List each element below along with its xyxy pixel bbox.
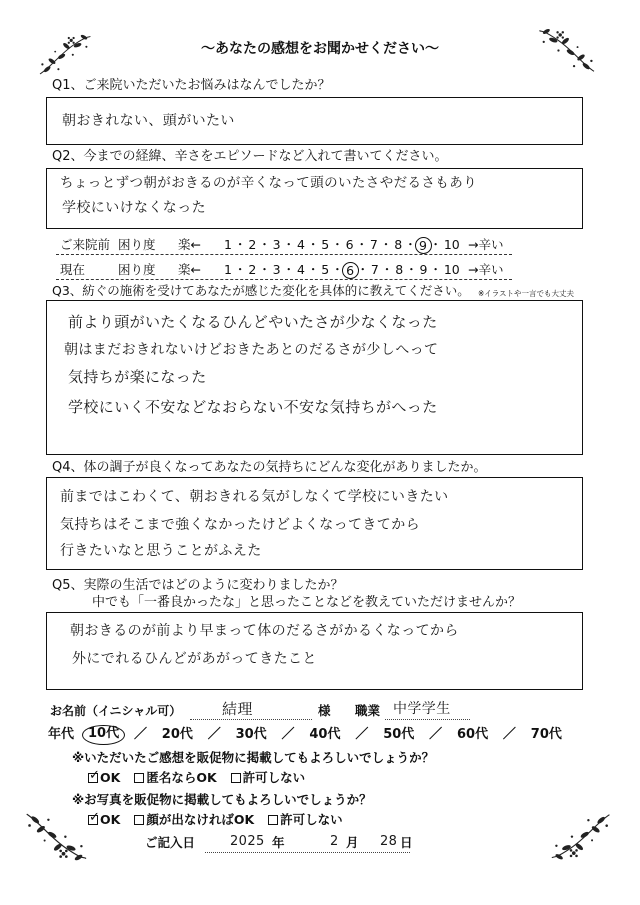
consent-review-option (88, 770, 120, 786)
age-separator: ／ (281, 727, 295, 742)
rating-left-label: 楽← (178, 262, 201, 277)
rating-left-label: 楽← (178, 237, 201, 252)
scale-option-3[interactable]: 3 (272, 262, 281, 277)
scale-option-8[interactable]: 8 (394, 237, 403, 252)
consent-photo-option (88, 812, 120, 828)
q2-answer-line: ちょっとずつ朝がおきるのが辛くなって頭のいたさやだるさもあり (60, 175, 477, 191)
consent-review-question: ※いただいたご感想を販促物に掲載してもよろしいでしょうか？ (72, 750, 435, 765)
q5-sublabel: 中でも「一番良かったな」と思ったことなどを教えていただけませんか？ (92, 595, 522, 610)
checkbox-label: OK (100, 812, 121, 827)
rating-right-label: →辛い (468, 262, 504, 277)
rating-row-before-visit (56, 236, 512, 255)
q2-label: Q2、今までの経緯、辛さをエピソードなど入れて書いてください。 (52, 149, 448, 164)
scale-separator: ・ (306, 237, 320, 252)
checkbox[interactable] (134, 773, 144, 783)
scale-option-6[interactable]: 6 (342, 262, 359, 279)
scale-separator: ・ (404, 237, 417, 252)
scale-separator: ・ (429, 237, 442, 252)
floral-corner-bottom-left-icon (22, 800, 88, 866)
scale-option-9[interactable]: 9 (415, 237, 432, 254)
q5-answer-line: 外にでれるひんどがあがってきたこと (72, 651, 317, 667)
checkbox-label: 許可しない (242, 770, 306, 785)
scale-option-7[interactable]: 7 (370, 262, 379, 277)
scale-option-9[interactable]: 9 (419, 262, 428, 277)
q3-note: ※イラストや一言でも大丈夫 (478, 289, 575, 298)
checkbox[interactable] (88, 815, 98, 825)
scale-option-4[interactable]: 4 (296, 237, 305, 252)
floral-corner-bottom-right-icon (550, 800, 614, 866)
checkbox[interactable] (268, 815, 278, 825)
checkbox[interactable] (134, 815, 144, 825)
age-option-20s[interactable]: 20代 (161, 727, 193, 742)
rating-row-current (56, 261, 512, 280)
q4-label: Q4、体の調子が良くなってあなたの気持ちにどんな変化がありましたか。 (52, 460, 487, 475)
scale-option-3[interactable]: 3 (272, 237, 281, 252)
scale-separator: ・ (331, 262, 344, 277)
scale-separator: ・ (282, 262, 296, 277)
q3-answer-line: 朝はまだおきれないけどおきたあとのだるさが少しへって (64, 342, 439, 358)
consent-photo-options (88, 812, 343, 828)
scale-separator: ・ (331, 237, 344, 252)
q3-label: Q3、紡ぐの施術を受けてあなたが感じた変化を具体的に教えてください。 (52, 283, 470, 298)
honorific-label: 様 (318, 703, 331, 718)
name-value: 結理 (222, 700, 253, 718)
scale-option-2[interactable]: 2 (248, 262, 257, 277)
rating-metric-label: 困り度 (118, 237, 156, 252)
scale-option-5[interactable]: 5 (321, 262, 330, 277)
rating-scale (224, 237, 460, 253)
date-month-unit: 月 (346, 835, 359, 850)
scale-separator: ・ (380, 262, 394, 277)
scale-separator: ・ (258, 237, 271, 252)
age-option-50s[interactable]: 50代 (383, 727, 415, 742)
age-option-40s[interactable]: 40代 (309, 727, 341, 742)
age-option-70s[interactable]: 70代 (530, 727, 562, 742)
rating-right-label: →辛い (468, 237, 504, 252)
scale-separator: ・ (306, 262, 320, 277)
job-underline (385, 719, 470, 720)
scale-option-5[interactable]: 5 (321, 237, 330, 252)
age-label: 年代 (48, 727, 75, 742)
q1-label: Q1、ご来院いただいたお悩みはなんでしたか？ (52, 78, 331, 93)
age-separator: ／ (429, 727, 443, 742)
job-label: 職業 (355, 703, 381, 718)
age-separator: ／ (502, 727, 516, 742)
scale-option-6[interactable]: 6 (345, 237, 354, 252)
job-value: 中学学生 (393, 701, 451, 717)
checkbox[interactable] (231, 773, 241, 783)
q4-answer-line: 前まではこわくて、朝おきれる気がしなくて学校にいきたい (60, 489, 449, 505)
date-year-unit: 年 (272, 835, 285, 850)
name-underline (190, 719, 312, 720)
consent-photo-option (134, 812, 254, 828)
scale-separator: ・ (379, 237, 393, 252)
rating-metric-label: 困り度 (118, 262, 156, 277)
scale-option-7[interactable]: 7 (369, 237, 378, 252)
checkbox[interactable] (88, 773, 98, 783)
checkbox-label: 顔が出なければOK (146, 812, 255, 827)
scale-separator: ・ (233, 237, 247, 252)
name-label: お名前（イニシャル可） (50, 704, 182, 718)
scale-option-1[interactable]: 1 (224, 237, 232, 252)
date-label: ご記入日 (145, 835, 196, 850)
scale-option-8[interactable]: 8 (395, 262, 404, 277)
date-day-unit: 日 (400, 835, 413, 850)
age-options (88, 727, 562, 743)
q3-answer-line: 気持ちが楽になった (68, 368, 207, 386)
scale-separator: ・ (405, 262, 418, 277)
age-option-30s[interactable]: 30代 (235, 727, 267, 742)
consent-review-option (231, 770, 306, 786)
consent-review-option (134, 770, 216, 786)
scale-option-10[interactable]: 10 (443, 262, 460, 277)
q4-answer-line: 行きたいなと思うことがふえた (60, 543, 262, 559)
scale-separator: ・ (258, 262, 271, 277)
scale-separator: ・ (282, 237, 296, 252)
scale-separator: ・ (356, 262, 369, 277)
scale-separator: ・ (355, 237, 368, 252)
checkbox-label: 許可しない (280, 812, 343, 827)
scale-separator: ・ (429, 262, 442, 277)
checkbox-label: 匿名ならOK (146, 770, 217, 785)
date-day: 28 (380, 834, 398, 849)
q4-answer-line: 気持ちはそこまで強くなかったけどよくなってきてから (60, 517, 420, 533)
rating-when-label: ご来院前 (60, 237, 111, 252)
scale-separator: ・ (233, 262, 247, 277)
consent-review-options (88, 770, 305, 786)
date-year: 2025 (230, 834, 265, 849)
scale-option-1[interactable]: 1 (224, 262, 232, 277)
q2-answer-line: 学校にいけなくなった (62, 200, 206, 216)
scale-option-10[interactable]: 10 (443, 237, 460, 252)
scale-option-4[interactable]: 4 (296, 262, 305, 277)
age-separator: ／ (133, 727, 147, 742)
date-underline (205, 852, 410, 853)
consent-photo-option (268, 812, 343, 828)
age-option-60s[interactable]: 60代 (456, 727, 489, 742)
q5-label: Q5、実際の生活ではどのように変わりましたか？ (52, 578, 344, 593)
rating-when-label: 現在 (60, 262, 86, 277)
checkbox-label: OK (100, 770, 121, 785)
age-separator: ／ (355, 727, 369, 742)
q3-answer-line: 学校にいく不安などなおらない不安な気持ちがへった (68, 398, 438, 416)
scale-option-2[interactable]: 2 (248, 237, 257, 252)
consent-photo-question: ※お写真を販促物に掲載してもよろしいでしょうか？ (72, 792, 372, 807)
date-month: 2 (330, 834, 339, 849)
q3-answer-line: 前より頭がいたくなるひんどやいたさが少なくなった (68, 313, 438, 331)
rating-scale (224, 262, 460, 278)
age-separator: ／ (207, 727, 221, 742)
q5-answer-line: 朝おきるのが前より早まって体のだるさがかるくなってから (70, 623, 459, 639)
form-title: ～あなたの感想をお聞かせください～ (201, 41, 439, 57)
age-option-10s[interactable]: 10代 (82, 725, 125, 745)
q1-answer-line: 朝おきれない、頭がいたい (62, 113, 235, 129)
